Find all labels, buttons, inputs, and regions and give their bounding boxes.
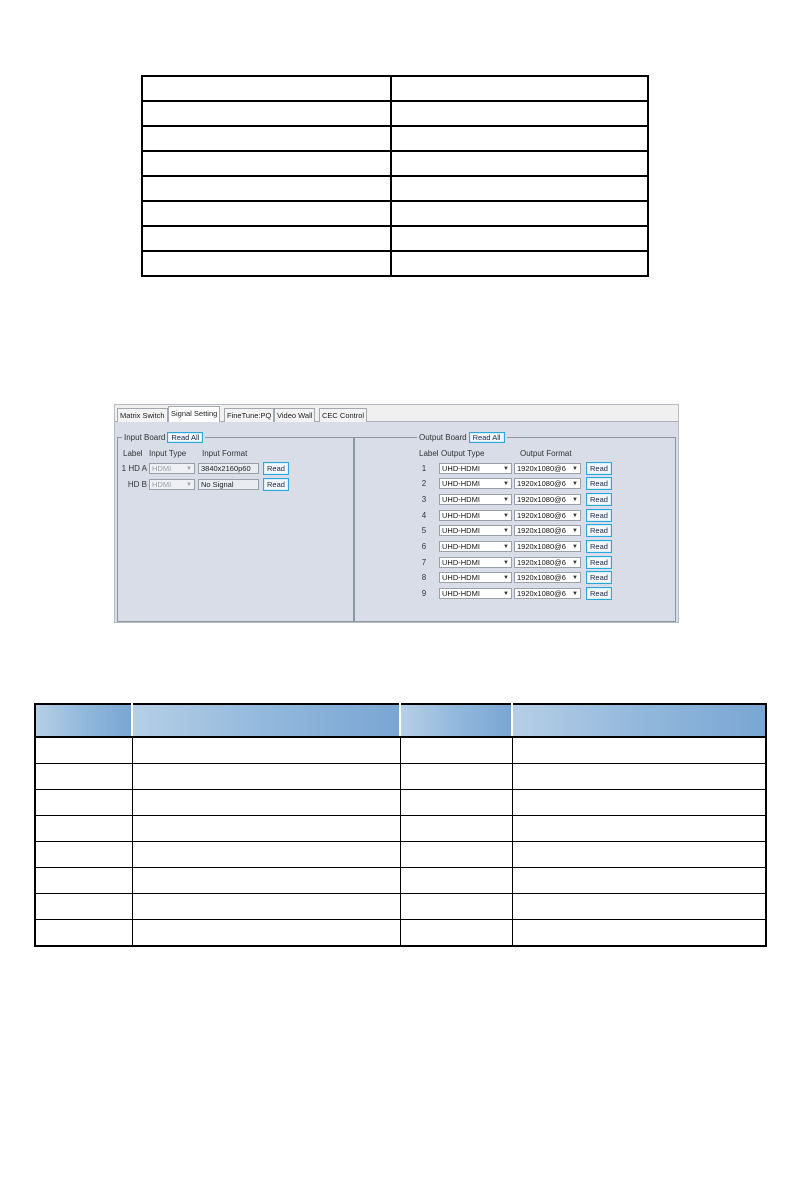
input-row-label: 1 HD A	[121, 463, 147, 473]
output-read-button[interactable]: Read	[586, 556, 612, 569]
output-format-value: 1920x1080@6	[517, 542, 566, 551]
output-format-select[interactable]	[514, 478, 581, 489]
output-format-select[interactable]	[514, 588, 581, 599]
bottom-table-cell	[512, 920, 766, 947]
top-table-cell	[391, 251, 648, 276]
chevron-down-icon: ▼	[572, 512, 578, 519]
bottom-table-row	[35, 737, 766, 764]
output-row-label: 6	[421, 542, 427, 551]
chevron-down-icon: ▼	[572, 559, 578, 566]
chevron-down-icon: ▼	[503, 575, 509, 582]
input-board-title: Input Board	[124, 432, 166, 442]
bottom-table-header-cell	[400, 704, 512, 737]
top-table-row	[142, 76, 648, 101]
input-read-button[interactable]: Read	[263, 462, 289, 475]
output-read-button[interactable]: Read	[586, 524, 612, 537]
input-label-header: Label	[123, 449, 143, 458]
bottom-table-cell	[35, 737, 132, 764]
output-row	[415, 541, 612, 553]
output-row	[415, 556, 612, 568]
bottom-table-cell	[35, 790, 132, 816]
bottom-table-header-row	[35, 704, 766, 737]
input-format-field: 3840x2160p60	[198, 463, 259, 474]
bottom-table-cell	[400, 764, 512, 790]
bottom-table-row	[35, 842, 766, 868]
bottom-table-cell	[35, 842, 132, 868]
top-table-cell	[391, 151, 648, 176]
output-row	[415, 493, 612, 505]
output-type-value: UHD-HDMI	[442, 463, 480, 473]
output-type-select[interactable]	[439, 463, 512, 474]
output-format-value: 1920x1080@6	[517, 589, 566, 599]
bottom-table-cell	[512, 842, 766, 868]
top-table-row	[142, 176, 648, 201]
input-type-value: HDMI	[152, 479, 172, 489]
output-read-button[interactable]: Read	[586, 540, 612, 553]
output-format-value: 1920x1080@6	[517, 557, 566, 567]
bottom-table-cell	[512, 868, 766, 894]
output-type-value: UHD-HDMI	[442, 557, 480, 567]
output-type-value: UHD-HDMI	[442, 542, 480, 551]
signal-setting-window	[114, 404, 679, 623]
bottom-table	[34, 703, 767, 947]
bottom-table-cell	[132, 737, 400, 764]
bottom-table-cell	[400, 816, 512, 842]
output-type-value: UHD-HDMI	[442, 573, 480, 583]
output-format-value: 1920x1080@6	[517, 510, 566, 520]
output-type-value: UHD-HDMI	[442, 526, 480, 536]
output-row-label: 1	[421, 463, 427, 473]
top-table-cell	[142, 76, 391, 101]
bottom-table-row	[35, 920, 766, 947]
bottom-table-cell	[35, 764, 132, 790]
input-type-select[interactable]	[149, 479, 195, 490]
chevron-down-icon: ▼	[503, 465, 509, 472]
output-type-select[interactable]	[439, 572, 512, 583]
input-row	[120, 462, 289, 474]
chevron-down-icon: ▼	[572, 575, 578, 582]
top-table-cell	[142, 251, 391, 276]
output-format-header: Output Format	[520, 449, 572, 458]
bottom-table-row	[35, 790, 766, 816]
bottom-table-cell	[132, 868, 400, 894]
chevron-down-icon: ▼	[186, 481, 192, 488]
output-board-legend	[417, 431, 507, 443]
output-label-header: Label	[419, 449, 439, 458]
output-row-label: 7	[421, 557, 427, 567]
input-read-all-button[interactable]: Read All	[167, 432, 203, 443]
top-table-cell	[391, 201, 648, 226]
output-format-select[interactable]	[514, 510, 581, 521]
output-format-value: 1920x1080@6	[517, 494, 566, 504]
input-board-legend	[122, 431, 205, 443]
input-row	[120, 478, 289, 490]
top-table-row	[142, 226, 648, 251]
output-row	[415, 525, 612, 537]
output-format-value: 1920x1080@6	[517, 463, 566, 473]
output-type-select[interactable]	[439, 525, 512, 536]
output-format-value: 1920x1080@6	[517, 573, 566, 583]
top-table-body	[142, 76, 648, 276]
top-table-cell	[391, 101, 648, 126]
input-type-value: HDMI	[152, 463, 172, 473]
bottom-table-cell	[512, 816, 766, 842]
output-row-label: 5	[421, 526, 427, 536]
chevron-down-icon: ▼	[503, 544, 509, 550]
bottom-table-cell	[132, 894, 400, 920]
bottom-table-header-cell	[132, 704, 400, 737]
top-table-cell	[391, 176, 648, 201]
bottom-table-cell	[512, 894, 766, 920]
chevron-down-icon: ▼	[572, 481, 578, 488]
bottom-table-body	[35, 737, 766, 946]
top-table-cell	[142, 126, 391, 151]
bottom-table-cell	[400, 790, 512, 816]
output-type-header: Output Type	[441, 449, 485, 458]
output-read-button[interactable]: Read	[586, 509, 612, 522]
output-read-button[interactable]: Read	[586, 493, 612, 506]
chevron-down-icon: ▼	[186, 465, 192, 472]
output-board-title: Output Board	[419, 432, 467, 442]
bottom-table-cell	[132, 790, 400, 816]
output-format-select[interactable]	[514, 525, 581, 536]
output-format-select[interactable]	[514, 494, 581, 505]
top-table-row	[142, 126, 648, 151]
bottom-table-cell	[512, 737, 766, 764]
tab-signal-setting[interactable]: Signal Setting	[168, 406, 220, 422]
output-format-select[interactable]	[514, 557, 581, 568]
input-format-field: No Signal	[198, 479, 259, 490]
output-format-value: 1920x1080@6	[517, 526, 566, 536]
top-table-row	[142, 151, 648, 176]
output-row-label: 8	[421, 573, 427, 583]
top-table-row	[142, 251, 648, 276]
output-type-select[interactable]	[439, 588, 512, 599]
top-table-row	[142, 201, 648, 226]
bottom-table-header-cell	[35, 704, 132, 737]
bottom-table-cell	[400, 737, 512, 764]
bottom-table-row	[35, 868, 766, 894]
input-row-label: HD B	[127, 479, 147, 489]
output-type-value: UHD-HDMI	[442, 479, 480, 489]
top-table-cell	[391, 126, 648, 151]
bottom-table-cell	[132, 816, 400, 842]
output-format-select[interactable]	[514, 463, 581, 474]
bottom-table-cell	[400, 868, 512, 894]
top-table-cell	[391, 226, 648, 251]
top-table-cell	[142, 176, 391, 201]
output-read-button[interactable]: Read	[586, 462, 612, 475]
input-board-group	[117, 432, 354, 622]
output-format-select[interactable]	[514, 572, 581, 583]
tab-bar	[115, 405, 678, 422]
output-row-label: 4	[421, 510, 427, 520]
chevron-down-icon: ▼	[572, 465, 578, 472]
top-empty-table	[141, 75, 649, 277]
output-read-button[interactable]: Read	[586, 571, 612, 584]
output-type-value: UHD-HDMI	[442, 510, 480, 520]
output-type-value: UHD-HDMI	[442, 589, 480, 599]
bottom-table-cell	[35, 816, 132, 842]
bottom-table-head	[35, 704, 766, 737]
chevron-down-icon: ▼	[503, 528, 509, 535]
input-read-button[interactable]: Read	[263, 478, 289, 491]
output-row-label: 2	[421, 479, 427, 489]
bottom-table-row	[35, 894, 766, 920]
bottom-table-row	[35, 764, 766, 790]
output-row	[415, 462, 612, 474]
top-table-cell	[391, 76, 648, 101]
input-format-header: Input Format	[202, 449, 248, 458]
output-read-all-button[interactable]: Read All	[469, 432, 505, 443]
bottom-table-row	[35, 816, 766, 842]
bottom-table-cell	[35, 920, 132, 947]
chevron-down-icon: ▼	[503, 512, 509, 519]
output-row	[415, 478, 612, 490]
output-type-select[interactable]	[439, 478, 512, 489]
bottom-table-cell	[35, 894, 132, 920]
input-type-header: Input Type	[149, 449, 187, 458]
top-table-cell	[142, 201, 391, 226]
chevron-down-icon: ▼	[503, 559, 509, 566]
output-read-button[interactable]: Read	[586, 477, 612, 490]
chevron-down-icon: ▼	[503, 496, 509, 503]
bottom-table-cell	[400, 920, 512, 947]
bottom-table-cell	[132, 842, 400, 868]
chevron-down-icon: ▼	[572, 528, 578, 535]
bottom-table-cell	[132, 920, 400, 947]
output-format-value: 1920x1080@6	[517, 479, 566, 489]
tab-cec-control[interactable]: CEC Control	[319, 408, 367, 422]
bottom-table-header-cell	[512, 704, 766, 737]
output-type-select[interactable]	[439, 541, 512, 552]
output-row	[415, 588, 612, 600]
input-type-select[interactable]	[149, 463, 195, 474]
output-row-label: 3	[421, 494, 427, 504]
output-row-label: 9	[421, 589, 427, 599]
top-table-row	[142, 101, 648, 126]
bottom-table-cell	[512, 790, 766, 816]
chevron-down-icon: ▼	[572, 544, 578, 550]
bottom-table-cell	[400, 894, 512, 920]
tab-finetune-pq[interactable]: FineTune:PQ	[224, 408, 274, 422]
output-row	[415, 509, 612, 521]
top-table-cell	[142, 101, 391, 126]
output-type-select[interactable]	[439, 510, 512, 521]
output-row	[415, 572, 612, 584]
output-type-select[interactable]	[439, 557, 512, 568]
chevron-down-icon: ▼	[572, 591, 578, 598]
output-format-select[interactable]	[514, 541, 581, 552]
bottom-table-cell	[35, 868, 132, 894]
chevron-down-icon: ▼	[503, 591, 509, 598]
tab-matrix-switch[interactable]: Matrix Switch	[117, 408, 168, 422]
bottom-table-cell	[132, 764, 400, 790]
top-table-cell	[142, 226, 391, 251]
tab-video-wall[interactable]: Video Wall	[274, 408, 315, 422]
output-type-select[interactable]	[439, 494, 512, 505]
output-board-group	[354, 432, 676, 622]
chevron-down-icon: ▼	[572, 496, 578, 503]
chevron-down-icon: ▼	[503, 481, 509, 488]
output-read-button[interactable]: Read	[586, 587, 612, 600]
bottom-table-cell	[400, 842, 512, 868]
output-type-value: UHD-HDMI	[442, 494, 480, 504]
top-table-cell	[142, 151, 391, 176]
bottom-table-cell	[512, 764, 766, 790]
